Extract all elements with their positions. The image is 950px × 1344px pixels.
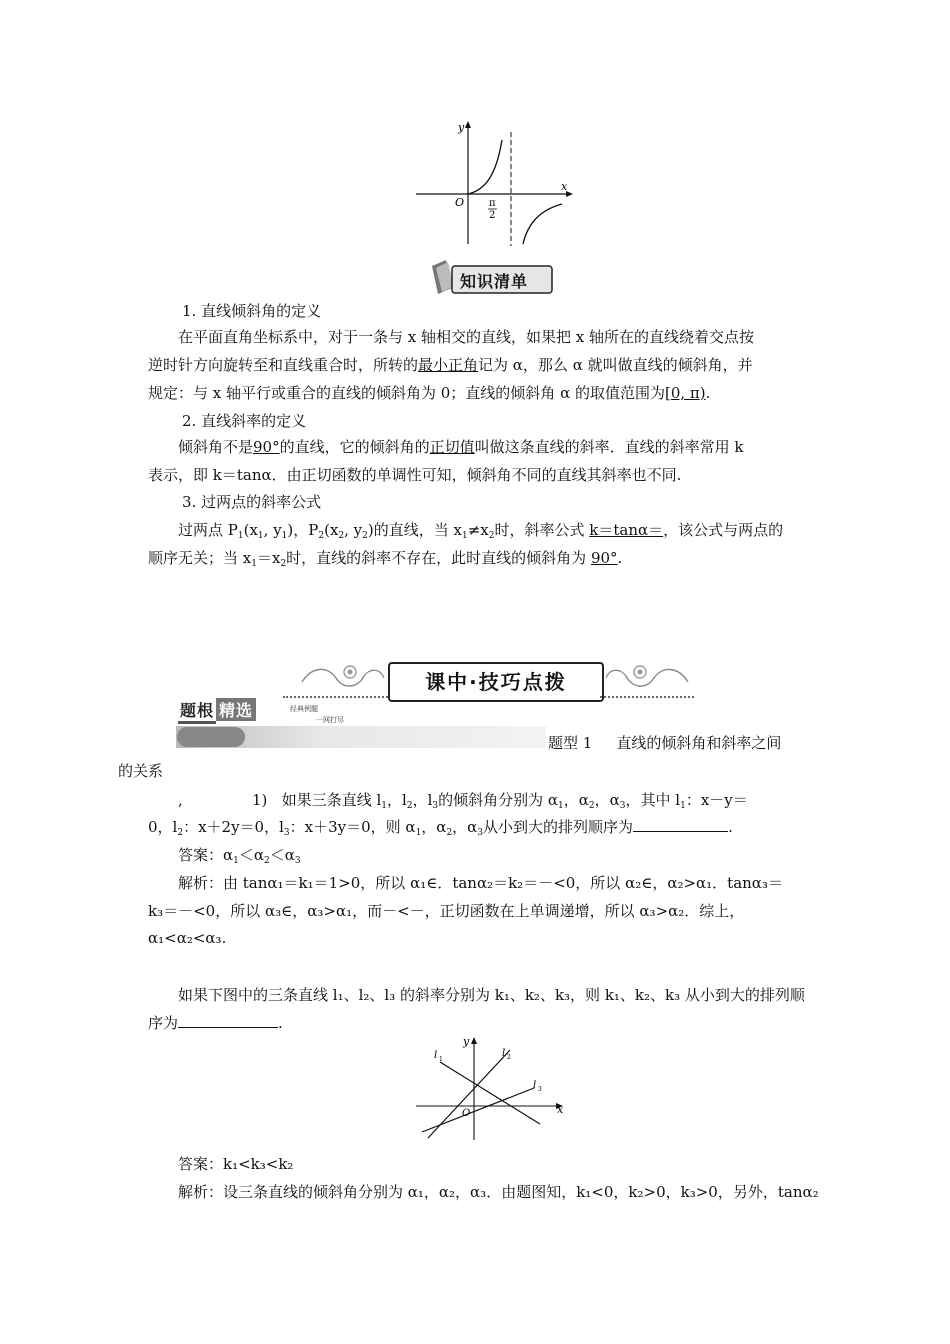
y-axis-arrow [471, 1037, 477, 1044]
banner-ornament-right [602, 660, 694, 696]
type-1-title-line: 题型 1 直线的倾斜角和斜率之间 [548, 734, 782, 752]
tick-numerator: π [489, 198, 496, 209]
l1-sub: 1 [439, 1056, 443, 1063]
section-1-heading: 1. 直线倾斜角的定义 [182, 302, 322, 320]
s2-para-line-1: 倾斜角不是90°的直线，它的倾斜角的正切值叫做这条直线的斜率．直线的斜率常用 k [178, 438, 744, 456]
q1-comma: , [178, 791, 183, 809]
curve-right-branch [523, 204, 562, 244]
origin-label: O [462, 1108, 471, 1119]
dotted-separator [283, 696, 388, 698]
section-2-heading: 2. 直线斜率的定义 [182, 412, 307, 430]
s1-para-line-3: 规定：与 x 轴平行或重合的直线的倾斜角为 0；直线的倾斜角 α 的取值范围为[0, π). [148, 384, 711, 402]
q1-answer-blank[interactable] [633, 817, 728, 832]
three-lines-figure [412, 1034, 574, 1144]
q1-analysis-1: 解析：由 tanα₁＝k₁＝1>0，所以 α₁∈．tanα₂＝k₂＝－<0，所以 α₂∈，α₂>α₁．tanα₃＝ [178, 874, 783, 892]
l3-sub: 3 [538, 1086, 542, 1093]
l3-label: l [533, 1080, 537, 1091]
y-axis-arrow [465, 121, 471, 128]
type-1-label: 题型 1 [548, 734, 593, 752]
answer-angle-range: [0, π) [664, 384, 706, 402]
x-label: x [561, 180, 568, 193]
q1-line-1: 1) 如果三条直线 $l_1$，$l_2$，$l_3$的倾斜角分别为 $\alpha_1$，$\alpha_2$，$\alpha_3$，其中 $l_1$：x－y＝ [252, 791, 748, 811]
topic-tag-a: 题根 [178, 698, 216, 724]
knowledge-list-badge [430, 258, 555, 298]
answer-min-positive-angle: 最小正角 [418, 356, 479, 374]
l1-label: l [434, 1050, 438, 1061]
q2-analysis-1: 解析：设三条直线的倾斜角分别为 α₁，α₂，α₃．由题图知，k₁<0，k₂>0，k₃>0，另外，tanα₂ [178, 1183, 819, 1201]
type-header-pill [177, 727, 245, 747]
tick-denominator: 2 [489, 210, 496, 221]
q1-analysis-3: α₁<α₂<α₃. [148, 929, 227, 947]
topic-tag [178, 698, 256, 722]
answer-90-degrees-2: 90° [590, 549, 618, 567]
y-label: y [463, 1035, 470, 1048]
type-1-title-line-2: 的关系 [118, 762, 164, 780]
q1-analysis-2: k₃＝－<0，所以 α₃∈，α₃>α₁，而－<－，正切函数在上单调递增，所以 α₃>α₂．综上， [148, 902, 745, 920]
l2-label: l [502, 1048, 506, 1059]
q1-answer: 答案：$\alpha_1<\alpha_2<\alpha_3$ [178, 846, 301, 866]
x-label: x [557, 1103, 564, 1116]
answer-slope-formula: k＝tanα＝ [589, 521, 664, 539]
section-3-heading: 3. 过两点的斜率公式 [182, 493, 322, 511]
topic-small-1: 经典例题 [290, 705, 318, 713]
origin-label: O [455, 196, 465, 209]
banner-title: 课中·技巧点拨 [388, 662, 604, 702]
topic-tag-b: 精选 [216, 698, 256, 721]
answer-90-degrees: 90° [253, 438, 280, 456]
q1-number: 1) [252, 791, 268, 809]
q2-answer-blank[interactable] [178, 1013, 278, 1028]
dotted-separator-right [600, 696, 694, 698]
banner-ornament-left [298, 660, 388, 696]
s3-para-line-1: 过两点 $P_1(x_1$, $y_1$)，$P_2(x_2$, $y_2$)的直线，当 $x_1\ne x_2$时，斜率公式 k＝tanα＝，该公式与两点的 [178, 521, 784, 541]
q2-line-2: 序为 . [148, 1014, 283, 1032]
s2-para-line-2: 表示，即 k＝tanα．由正切函数的单调性可知，倾斜角不同的直线其斜率也不同. [148, 466, 682, 484]
s1-para-line-2: 逆时针方向旋转至和直线重合时，所转的最小正角记为 α，那么 α 就叫做直线的倾斜角，并 [148, 356, 753, 374]
s1-para-line-1: 在平面直角坐标系中，对于一条与 x 轴相交的直线，如果把 x 轴所在的直线绕着交点按 [178, 328, 754, 346]
badge-text: 知识清单 [460, 272, 529, 291]
answer-tangent-value: 正切值 [429, 438, 475, 456]
s3-para-line-2: 顺序无关；当 $x_1=x_2$时，直线的斜率不存在，此时直线的倾斜角为 90°. [148, 549, 623, 569]
y-label: y [458, 121, 465, 134]
q2-line-1: 如果下图中的三条直线 l₁、l₂、l₃ 的斜率分别为 k₁、k₂、k₃，则 k₁、k₂、k₃ 从小到大的排列顺 [178, 986, 805, 1004]
tangent-graph-figure [410, 118, 580, 250]
q1-line-2: 0，$l_2$：x＋2y＝0，$l_3$：x＋3y＝0，则 $\alpha_1$，$\alpha_2$，$\alpha_3$从小到大的排列顺序为 . [148, 818, 733, 838]
q2-answer: 答案：k₁<k₃<k₂ [178, 1155, 294, 1173]
curve-left-branch [468, 140, 502, 194]
topic-small-2: 一网打尽 [316, 716, 344, 724]
l2-sub: 2 [507, 1054, 511, 1061]
